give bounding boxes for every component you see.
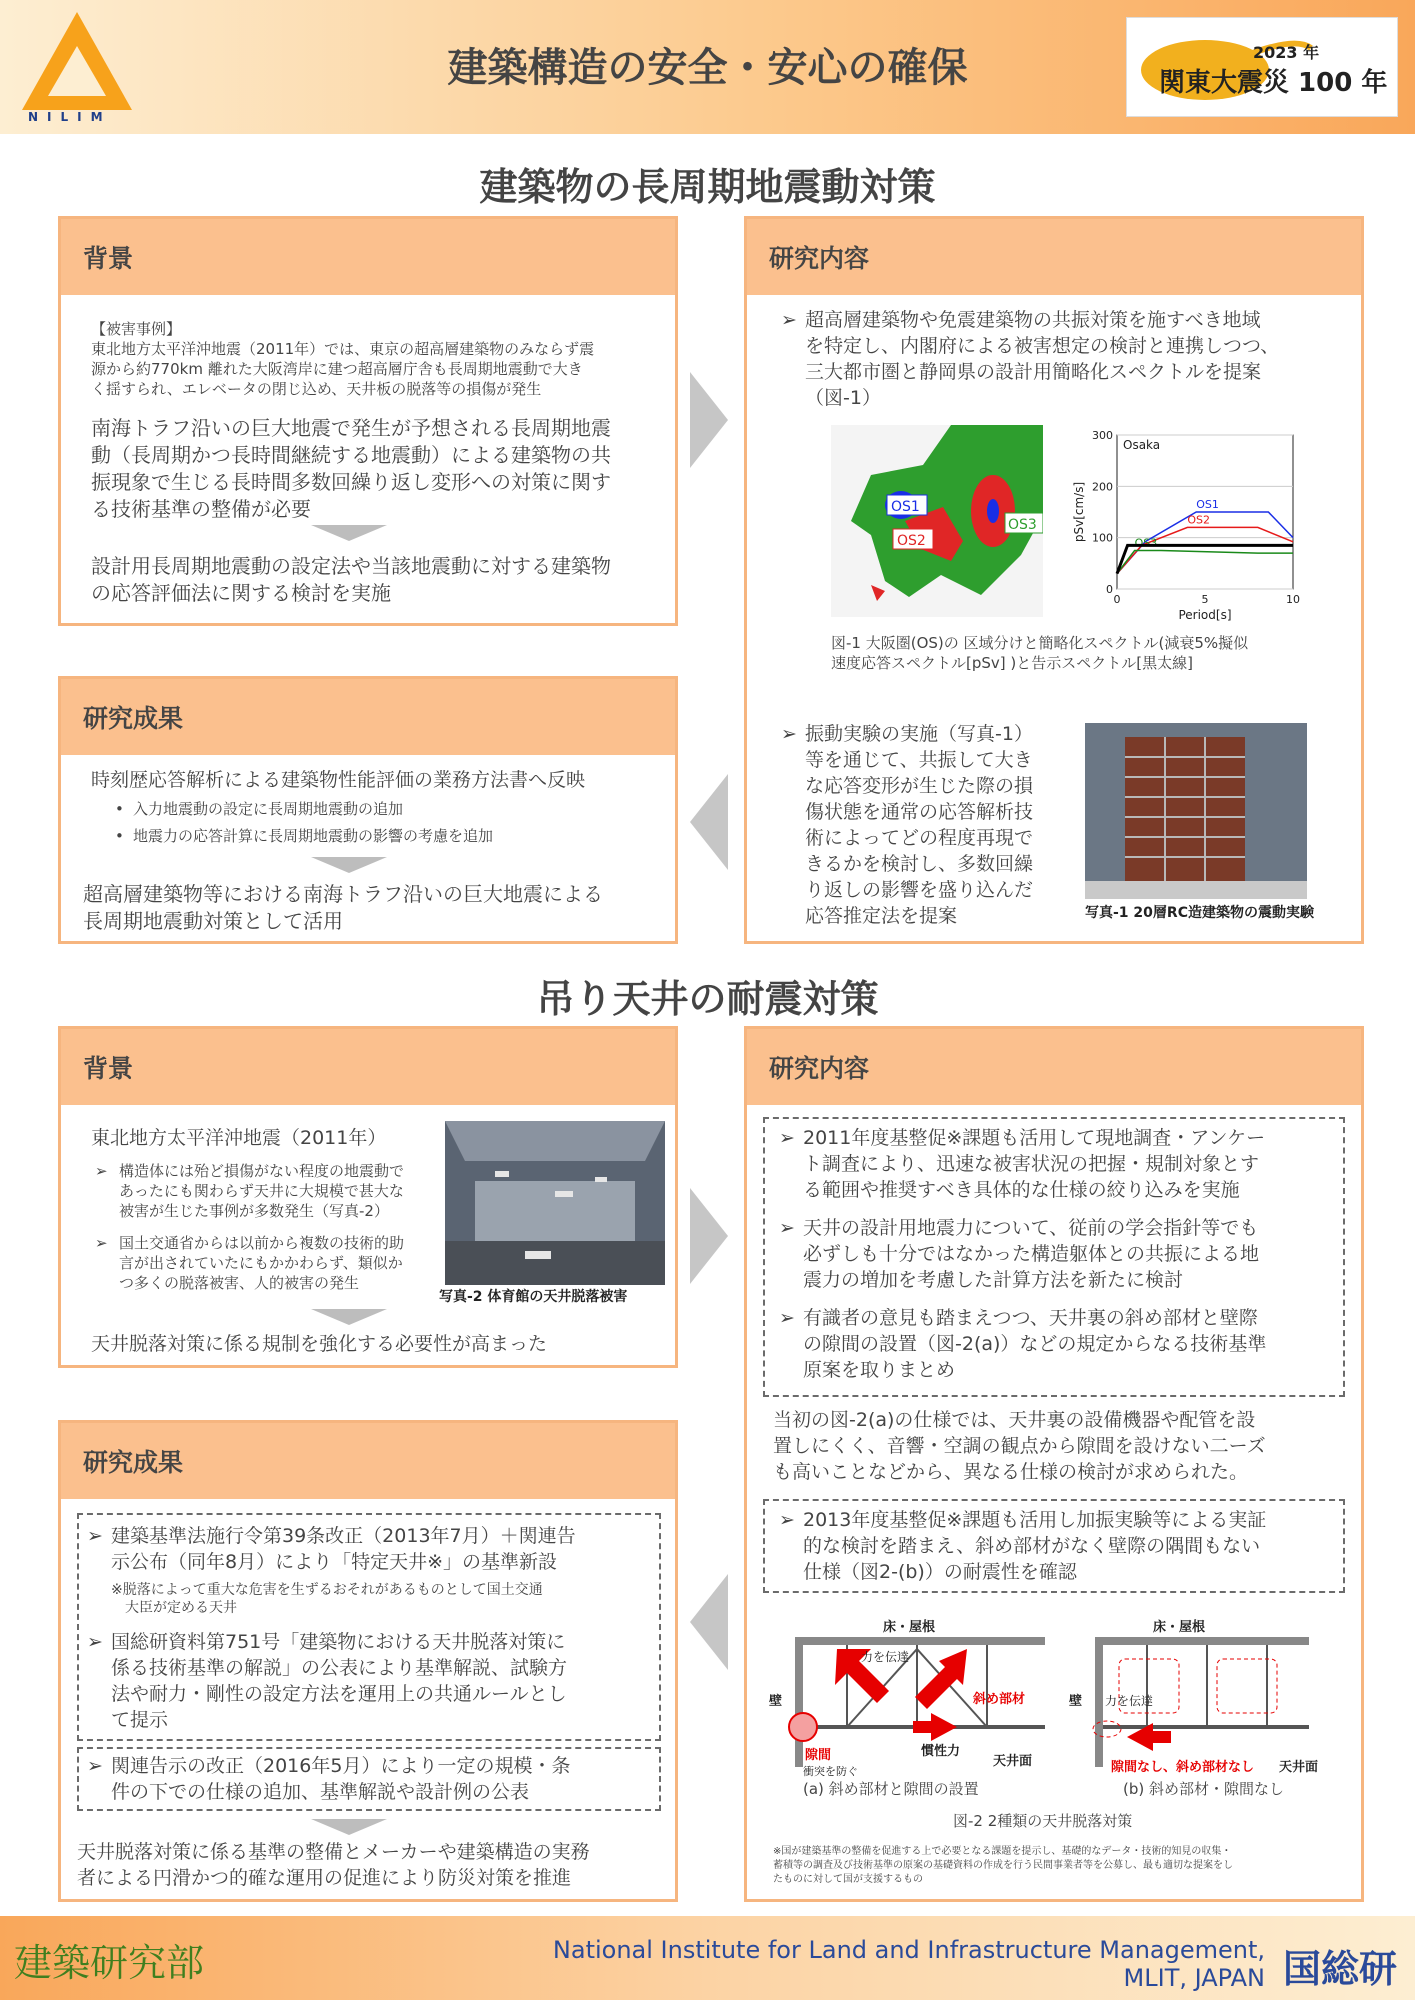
chart-y-tick: 200 <box>1092 480 1113 494</box>
research-line: 応答推定法を提案 <box>805 905 958 927</box>
diag-b-ceiling: 天井面 <box>1279 1760 1319 1775</box>
r2-item: ➢ 天井の設計用地震力について、従前の学会指針等でも <box>803 1215 1258 1241</box>
research-item: ➢ 振動実験の実施（写真-1） <box>805 721 1033 747</box>
research-line: 傷状態を通常の応答解析技 <box>805 801 1034 823</box>
res-item: ➢ 関連告示の改正（2016年5月）により一定の規模・条 <box>111 1753 570 1779</box>
down-arrow-icon <box>311 1819 387 1835</box>
research-line: り返しの影響を盛り込んだ <box>805 879 1034 901</box>
section1-title: 建築物の長周期地震動対策 <box>479 165 936 209</box>
r2-line: 原案を取りまとめ <box>803 1359 956 1381</box>
map-label-os3: OS3 <box>1008 517 1037 533</box>
bg-bullet: ➢ 国土交通省からは以前から複数の技術的助 <box>119 1233 404 1253</box>
diag-a-wall: 壁 <box>769 1694 783 1709</box>
res-note: ※脱落によって重大な危害を生ずるおそれがあるものとして国土交通 <box>111 1582 543 1598</box>
footer <box>0 1916 1415 2000</box>
diag-a-gap: 隙間 <box>805 1748 832 1763</box>
r2-mid: も高いことなどから、異なる仕様の検討が求められた。 <box>773 1461 1249 1483</box>
res-line: 件の下での仕様の追加、基準解説や設計例の公表 <box>111 1781 530 1803</box>
fig2-caption: 図-2 2種類の天井脱落対策 <box>953 1812 1133 1830</box>
chart-series-label: OS1 <box>1196 498 1219 511</box>
s2-research-panel <box>744 1026 1364 1902</box>
need-line: 南海トラフ沿いの巨大地震で発生が予想される長周期地震 <box>91 416 611 440</box>
s2-results-panel <box>58 1420 678 1902</box>
footnote: たものに対して国が支援するもの <box>773 1874 923 1885</box>
results-bullet: • 入力地震動の設定に長周期地震動の追加 <box>133 799 403 819</box>
research-line: 三大都市圏と静岡県の設計用簡略化スペクトルを提案 <box>805 361 1262 383</box>
results-conclusion: 長周期地震動対策として活用 <box>83 909 343 933</box>
bg-conclusion: 天井脱落対策に係る規制を強化する必要性が高まった <box>91 1333 548 1355</box>
footer-en-line1: National Institute for Land and Infrastructure Management, <box>552 1936 1265 1964</box>
res-item: ➢ 国総研資料第751号「建築物における天井脱落対策に <box>111 1629 565 1655</box>
spectrum-chart <box>1071 425 1311 623</box>
s2-results-heading: 研究成果 <box>61 1423 675 1499</box>
footnote: 蓄積等の調査及び技術基準の原案の基礎資料の作成を行う民間事業者等を公募し、最も適切な提案をし <box>773 1860 1233 1871</box>
chart-title: Osaka <box>1123 438 1161 452</box>
fig1-caption: 速度応答スペクトル[pSv] )と告示スペクトル[黒太線] <box>831 654 1193 672</box>
results-conclusion: 超高層建築物等における南海トラフ沿いの巨大地震による <box>83 882 603 906</box>
research-line: きるかを検討し、多数回繰 <box>805 853 1034 875</box>
diagram-b <box>1067 1609 1357 1799</box>
section2-title: 吊り天井の耐震対策 <box>536 977 879 1021</box>
s2-background-panel <box>58 1026 678 1368</box>
need-line: 振現象で生じる長時間多数回繰り返し変形への対策に関す <box>91 470 611 494</box>
chart-x-tick: 5 <box>1201 593 1209 606</box>
s1-research-panel <box>744 216 1364 944</box>
s2-research-heading: 研究内容 <box>747 1029 1361 1105</box>
res-line: 係る技術基準の解説」の公表により基準解説、試験方 <box>111 1657 568 1679</box>
chart-series-label: OS3 <box>1134 536 1158 550</box>
chart-y-tick: 100 <box>1092 531 1113 545</box>
chart-xlabel: Period[s] <box>1178 608 1232 622</box>
r2-item: ➢ 有識者の意見も踏まえつつ、天井裏の斜め部材と壁際 <box>803 1305 1258 1331</box>
r2-line: 必ずしも十分ではなかった構造躯体との共振による地 <box>803 1243 1260 1265</box>
page-title: 建築構造の安全・安心の確保 <box>447 45 968 91</box>
diag-a-inertia: 慣性力 <box>921 1744 961 1759</box>
case-line: く揺すられ、エレベータの閉じ込め、天井板の脱落等の損傷が発生 <box>91 380 542 398</box>
footer-en-line2: MLIT, JAPAN <box>1123 1964 1265 1992</box>
diag-a-brace: 斜め部材 <box>973 1692 1026 1707</box>
res-note: 大臣が定める天井 <box>125 1600 237 1616</box>
res-item: ➢ 建築基準法施行令第39条改正（2013年7月）＋関連告 <box>111 1523 576 1549</box>
chart-x-tick: 0 <box>1113 593 1121 606</box>
r2-line: る範囲や推奨すべき具体的な仕様の絞り込みを実施 <box>803 1179 1240 1201</box>
research-line: （図-1） <box>805 387 881 409</box>
arrow-left-icon <box>690 1574 728 1670</box>
footer-en <box>465 1936 1265 1992</box>
s1-background-panel <box>58 216 678 626</box>
logo-text: NILIM <box>28 110 112 124</box>
arrow-right-icon <box>690 1188 728 1284</box>
map-label-os1: OS1 <box>891 499 920 515</box>
down-arrow-icon <box>311 1309 387 1325</box>
diag-a-ceiling: 天井面 <box>993 1754 1033 1769</box>
diag-b-wall: 壁 <box>1069 1694 1083 1709</box>
res-line: 法や耐力・剛性の設定方法を運用上の共通ルールとし <box>111 1683 567 1705</box>
need-line: 動（長周期かつ長時間継続する地震動）による建築物の共 <box>91 443 611 467</box>
diag-b-no-gap: 隙間なし、斜め部材なし <box>1111 1760 1255 1775</box>
diag-b-force: 力を伝達 <box>1105 1694 1154 1708</box>
chart-x-tick: 10 <box>1286 593 1300 606</box>
anniversary-badge <box>1126 17 1398 117</box>
osaka-zoning-map <box>831 425 1043 617</box>
down-arrow-icon <box>311 857 387 873</box>
res-line: て提示 <box>111 1709 169 1731</box>
research-line: を特定し、内閣府による被害想定の検討と連携しつつ、 <box>805 335 1280 357</box>
r2-item: ➢ 2011年度基整促※課題も活用して現地調査・アンケー <box>803 1125 1265 1151</box>
diag-caption-b: (b) 斜め部材・隙間なし <box>1123 1780 1284 1798</box>
chart-y-tick: 300 <box>1092 429 1113 442</box>
photo2-caption: 写真-2 体育館の天井脱落被害 <box>439 1289 628 1305</box>
s1-results-panel <box>58 676 678 944</box>
res-line: 示公布（同年8月）により「特定天井※」の基準新設 <box>111 1551 558 1573</box>
arrow-right-icon <box>690 372 728 468</box>
diagram-a <box>767 1609 1057 1799</box>
action-line: 設計用長周期地震動の設定法や当該地震動に対する建築物 <box>91 554 611 578</box>
arrow-left-icon <box>690 774 728 870</box>
s1-research-heading: 研究内容 <box>747 219 1361 295</box>
results-bullet: • 地震力の応答計算に長周期地震動の影響の考慮を追加 <box>133 826 493 846</box>
footer-dept: 建築研究部 <box>14 1941 205 1985</box>
s1-results-heading: 研究成果 <box>61 679 675 755</box>
bg-bullet: ➢ 構造体には殆ど損傷がない程度の地震動で <box>119 1161 404 1181</box>
r2-item: ➢ 2013年度基整促※課題も活用し加振実験等による実証 <box>803 1507 1266 1533</box>
header <box>0 0 1415 134</box>
r2-line: ト調査により、迅速な被害状況の把握・規制対象とす <box>803 1153 1260 1175</box>
footer-ja: 国総研 <box>1282 1947 1397 1991</box>
r2-mid: 置しにくく、音響・空調の観点から隙間を設けない二ーズ <box>773 1435 1266 1457</box>
r2-line: 的な検討を踏まえ、斜め部材がなく壁際の隅間もない <box>803 1535 1261 1557</box>
photo1-caption: 写真-1 20層RC造建築物の震動実験 <box>1085 905 1314 921</box>
results-main: 時刻歴応答解析による建築物性能評価の業務方法書へ反映 <box>91 769 586 791</box>
bg-line: つ多くの脱落被害、人的被害の発生 <box>119 1274 360 1292</box>
r2-line: 震力の増加を考慮した計算方法を新たに検討 <box>803 1269 1184 1291</box>
case-line: 源から約770km 離れた大阪湾岸に建つ超高層庁舎も長周期地震動で大き <box>91 360 583 378</box>
research-line: な応答変形が生じた際の損 <box>805 775 1034 797</box>
chart-series-label: OS2 <box>1187 513 1211 527</box>
action-line: の応答評価法に関する検討を実施 <box>91 581 391 605</box>
case-label: 【被害事例】 <box>91 320 182 338</box>
research-line: 等を通じて、共振して大き <box>805 749 1033 771</box>
research-line: 術によってどの程度再現で <box>805 827 1034 849</box>
case-line: 東北地方太平洋沖地震（2011年）では、東京の超高層建築物のみならず震 <box>91 340 595 358</box>
shake-test-photo <box>1085 723 1307 899</box>
s1-background-heading: 背景 <box>61 219 675 295</box>
quake-name: 東北地方太平洋沖地震（2011年） <box>91 1127 387 1149</box>
diag-a-gap-sub: 衝突を防ぐ <box>803 1765 858 1778</box>
r2-line: 仕様（図2-(b)）の耐震性を確認 <box>803 1561 1077 1583</box>
res-conclusion: 天井脱落対策に係る基準の整備とメーカーや建築構造の実務 <box>77 1841 590 1863</box>
map-label-os2: OS2 <box>897 533 926 549</box>
r2-mid: 当初の図-2(a)の仕様では、天井裏の設備機器や配管を設 <box>773 1409 1256 1431</box>
bg-line: 言が出されていたにもかかわらず、類似か <box>119 1254 403 1272</box>
diag-a-floor: 床・屋根 <box>883 1620 936 1635</box>
bg-line: あったにも関わらず天井に大規模で甚大な <box>119 1182 404 1200</box>
research-item: ➢ 超高層建築物や免震建築物の共振対策を施すべき地域 <box>805 307 1261 333</box>
res-conclusion: 者による円滑かつ的確な運用の促進により防災対策を推進 <box>77 1867 572 1889</box>
chart-y-tick: 0 <box>1106 583 1113 596</box>
diag-caption-a: (a) 斜め部材と隙間の設置 <box>803 1780 979 1798</box>
badge-year: 2023 年 <box>1253 43 1320 62</box>
s2-background-heading: 背景 <box>61 1029 675 1105</box>
footnote: ※国が建築基準の整備を促進する上で必要となる課題を提示し、基礎的なデータ・技術的知見の収集・ <box>773 1846 1232 1857</box>
fig1-caption: 図-1 大阪圏(OS)の 区域分けと簡略化スペクトル(減衰5%擬似 <box>831 634 1249 652</box>
diag-b-floor: 床・屋根 <box>1153 1620 1206 1635</box>
diag-a-force: 力を伝達 <box>861 1650 910 1664</box>
badge-text: 関東大震災 100 年 <box>1159 68 1388 98</box>
gym-damage-photo <box>445 1121 665 1285</box>
bg-line: 被害が生じた事例が多数発生（写真-2） <box>119 1202 389 1220</box>
r2-line: の隙間の設置（図-2(a)）などの規定からなる技術基準 <box>803 1333 1267 1355</box>
need-line: る技術基準の整備が必要 <box>91 497 311 521</box>
chart-ylabel: pSv[cm/s] <box>1072 481 1086 543</box>
down-arrow-icon <box>311 525 387 541</box>
